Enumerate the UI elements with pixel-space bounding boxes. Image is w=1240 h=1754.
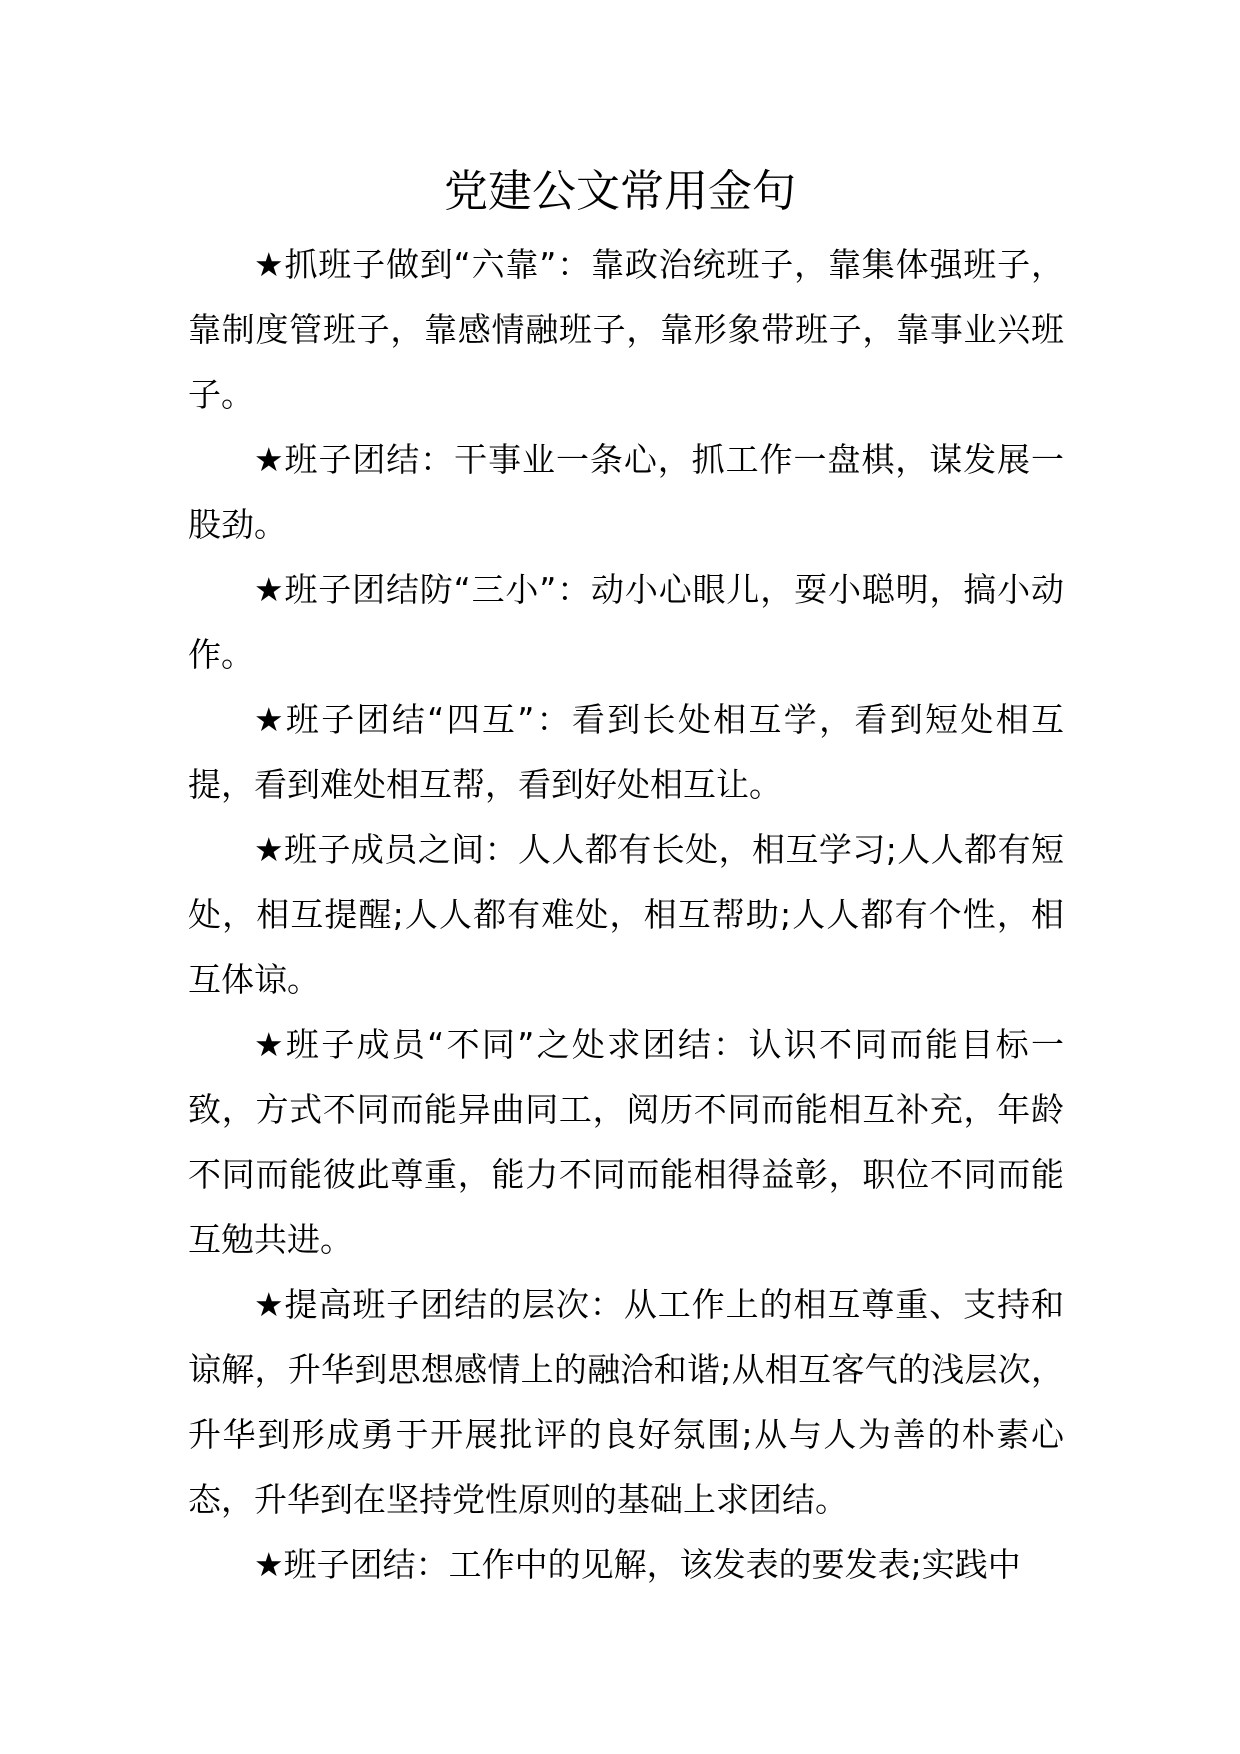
document-title: 党建公文常用金句: [444, 166, 796, 217]
star-bullet: ★: [254, 1025, 286, 1064]
paragraph-text: 班子团结防“三小”：动小心眼儿，耍小聪明，搞小动作。: [188, 570, 1064, 674]
paragraph: [188, 1532, 1064, 1597]
paragraph-text: 抓班子做到“六靠”：靠政治统班子，靠集体强班子，靠制度管班子，靠感情融班子，靠形象带班子，靠事业兴班子。: [188, 245, 1064, 414]
paragraph: [188, 1272, 1064, 1532]
paragraph: [188, 687, 1064, 817]
star-bullet: ★: [254, 570, 285, 609]
paragraph-text: 提高班子团结的层次：从工作上的相互尊重、支持和谅解，升华到思想感情上的融洽和谐;从相互客气的浅层次，升华到形成勇于开展批评的良好氛围;从与人为善的朴素心态，升华到在坚持党性原则的基础上求团结。: [188, 1285, 1064, 1519]
paragraph: [188, 557, 1064, 687]
star-bullet: ★: [254, 700, 286, 739]
star-bullet: ★: [254, 1285, 285, 1324]
paragraph: [188, 1012, 1064, 1272]
paragraph: [188, 427, 1064, 557]
paragraph: [188, 232, 1064, 427]
document-body: [188, 232, 1064, 1597]
paragraph-text: 班子团结：干事业一条心，抓工作一盘棋，谋发展一股劲。: [188, 440, 1064, 544]
paragraph: [188, 817, 1064, 1012]
paragraph-text: 班子成员“不同”之处求团结：认识不同而能目标一致，方式不同而能异曲同工，阅历不同而能相互补充，年龄不同而能彼此尊重，能力不同而能相得益彰，职位不同而能互勉共进。: [188, 1025, 1064, 1259]
paragraph-text: 班子团结：工作中的见解，该发表的要发表;实践中: [283, 1545, 1021, 1584]
paragraph-text: 班子团结“四互”：看到长处相互学，看到短处相互提，看到难处相互帮，看到好处相互让。: [188, 700, 1064, 804]
star-bullet: ★: [254, 245, 285, 284]
paragraph-text: 班子成员之间：人人都有长处，相互学习;人人都有短处，相互提醒;人人都有难处，相互帮助;人人都有个性，相互体谅。: [188, 830, 1064, 999]
star-bullet: ★: [254, 440, 285, 479]
star-bullet: ★: [254, 1545, 284, 1584]
star-bullet: ★: [254, 830, 285, 869]
